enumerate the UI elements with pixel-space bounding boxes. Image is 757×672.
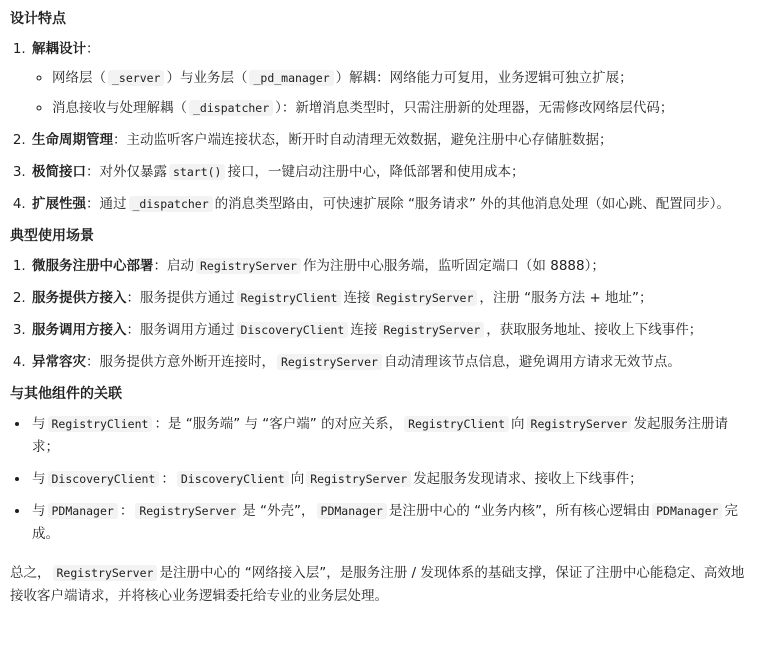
sub-list-item (52, 97, 745, 120)
inline-code: RegistryServer (372, 290, 477, 306)
list-item (30, 500, 745, 546)
usage-list (10, 255, 745, 374)
item-text: 发起服务注册请求； (32, 416, 728, 455)
inline-code: RegistryServer (135, 503, 240, 519)
item-text: 连接 (350, 322, 378, 338)
item-text: 作为注册中心服务端，监听固定端口（如 8888）； (302, 258, 605, 274)
item-text: 与 (32, 471, 46, 487)
inline-code: DiscoveryClient (177, 471, 289, 487)
inline-code: RegistryServer (53, 565, 158, 581)
list-item (30, 468, 745, 491)
list-item (30, 287, 745, 310)
list-item (30, 351, 745, 374)
item-text: ，注册 “服务方法 + 地址”； (479, 290, 653, 306)
item-text: 与 (32, 416, 46, 432)
inline-code: RegistryServer (527, 416, 632, 432)
item-text: ：服务提供方意外断开连接时， (86, 354, 275, 370)
section-heading-relations: 与其他组件的关联 (10, 386, 122, 402)
inline-code: RegistryClient (404, 416, 509, 432)
item-title: 解耦设计 (32, 41, 86, 57)
inline-code: _pd_manager (249, 70, 333, 86)
item-text: ）解耦：网络能力可复用，业务逻辑可独立扩展； (335, 70, 633, 86)
item-title: 微服务注册中心部署 (32, 258, 154, 274)
list-item (30, 129, 745, 152)
item-text: ：对外仅暴露 (86, 164, 167, 180)
inline-code: _dispatcher (189, 100, 273, 116)
summary-text: 是注册中心的 “网络接入层”，是服务注册 / 发现体系的基础支撑，保证了注册中心能稳定、高效地接收客户端请求，并将核心业务逻辑委托给专业的业务层处理。 (10, 565, 745, 604)
item-text: 接口，一键启动注册中心，降低部署和使用成本； (227, 164, 525, 180)
inline-code: PDManager (48, 503, 118, 519)
item-text: 自动清理该节点信息，避免调用方请求无效节点。 (383, 354, 681, 370)
inline-code: RegistryServer (306, 471, 411, 487)
inline-code: _server (108, 70, 164, 86)
inline-code: RegistryClient (48, 416, 153, 432)
item-text: ：服务调用方通过 (126, 322, 235, 338)
item-text: 是 “外壳”， (242, 503, 315, 519)
inline-code: DiscoveryClient (48, 471, 160, 487)
inline-code: _dispatcher (129, 196, 213, 212)
item-text: 网络层（ (52, 70, 106, 86)
item-text: 向 (511, 416, 525, 432)
item-text: ： (119, 503, 134, 519)
item-text: ：是 “服务端” 与 “客户端” 的对应关系， (154, 416, 403, 432)
item-text: ）与业务层（ (166, 70, 248, 86)
inline-code: RegistryClient (237, 290, 342, 306)
summary-paragraph (10, 562, 745, 608)
inline-code: start() (169, 164, 225, 180)
item-title: 极简接口 (32, 164, 86, 180)
item-text: 完成。 (32, 503, 738, 542)
item-text: 与 (32, 503, 46, 519)
summary-text: 总之， (10, 565, 51, 581)
item-text: ）：新增消息类型时，只需注册新的处理器，无需修改网络层代码； (275, 100, 674, 116)
item-text: ： (86, 41, 100, 57)
item-title: 生命周期管理 (32, 132, 113, 148)
item-text: ：启动 (153, 258, 194, 274)
item-title: 服务调用方接入 (32, 322, 127, 338)
item-text: ：主动监听客户端连接状态，断开时自动清理无效数据，避免注册中心存储脏数据； (113, 132, 613, 148)
inline-code: RegistryServer (277, 354, 382, 370)
relations-list (10, 413, 745, 546)
design-list (10, 38, 745, 216)
item-text: ：通过 (86, 196, 127, 212)
list-item (30, 413, 745, 459)
item-text: 向 (290, 471, 305, 487)
list-item (30, 38, 745, 120)
sub-list (32, 67, 745, 120)
sub-list-item (52, 67, 745, 90)
item-title: 异常容灾 (32, 354, 86, 370)
section-heading-design: 设计特点 (10, 11, 66, 27)
item-text: 消息接收与处理解耦（ (52, 100, 187, 116)
inline-code: PDManager (652, 503, 722, 519)
item-text: 发起服务发现请求、接收上下线事件； (413, 471, 643, 487)
item-title: 扩展性强 (32, 196, 86, 212)
inline-code: DiscoveryClient (237, 322, 349, 338)
item-text: 的消息类型路由，可快速扩展除 “服务请求” 外的其他消息处理（如心跳、配置同步）。 (214, 196, 730, 212)
section-heading-usage: 典型使用场景 (10, 228, 94, 244)
list-item (30, 255, 745, 278)
list-item (30, 319, 745, 342)
item-text: ：服务提供方通过 (126, 290, 235, 306)
inline-code: RegistryServer (196, 258, 301, 274)
item-text: 连接 (343, 290, 371, 306)
item-text: ： (161, 471, 175, 487)
item-text: ，获取服务地址、接收上下线事件； (486, 322, 703, 338)
list-item (30, 161, 745, 184)
inline-code: PDManager (317, 503, 387, 519)
item-title: 服务提供方接入 (32, 290, 127, 306)
list-item (30, 193, 745, 216)
inline-code: RegistryServer (379, 322, 484, 338)
item-text: 是注册中心的 “业务内核”，所有核心逻辑由 (388, 503, 651, 519)
